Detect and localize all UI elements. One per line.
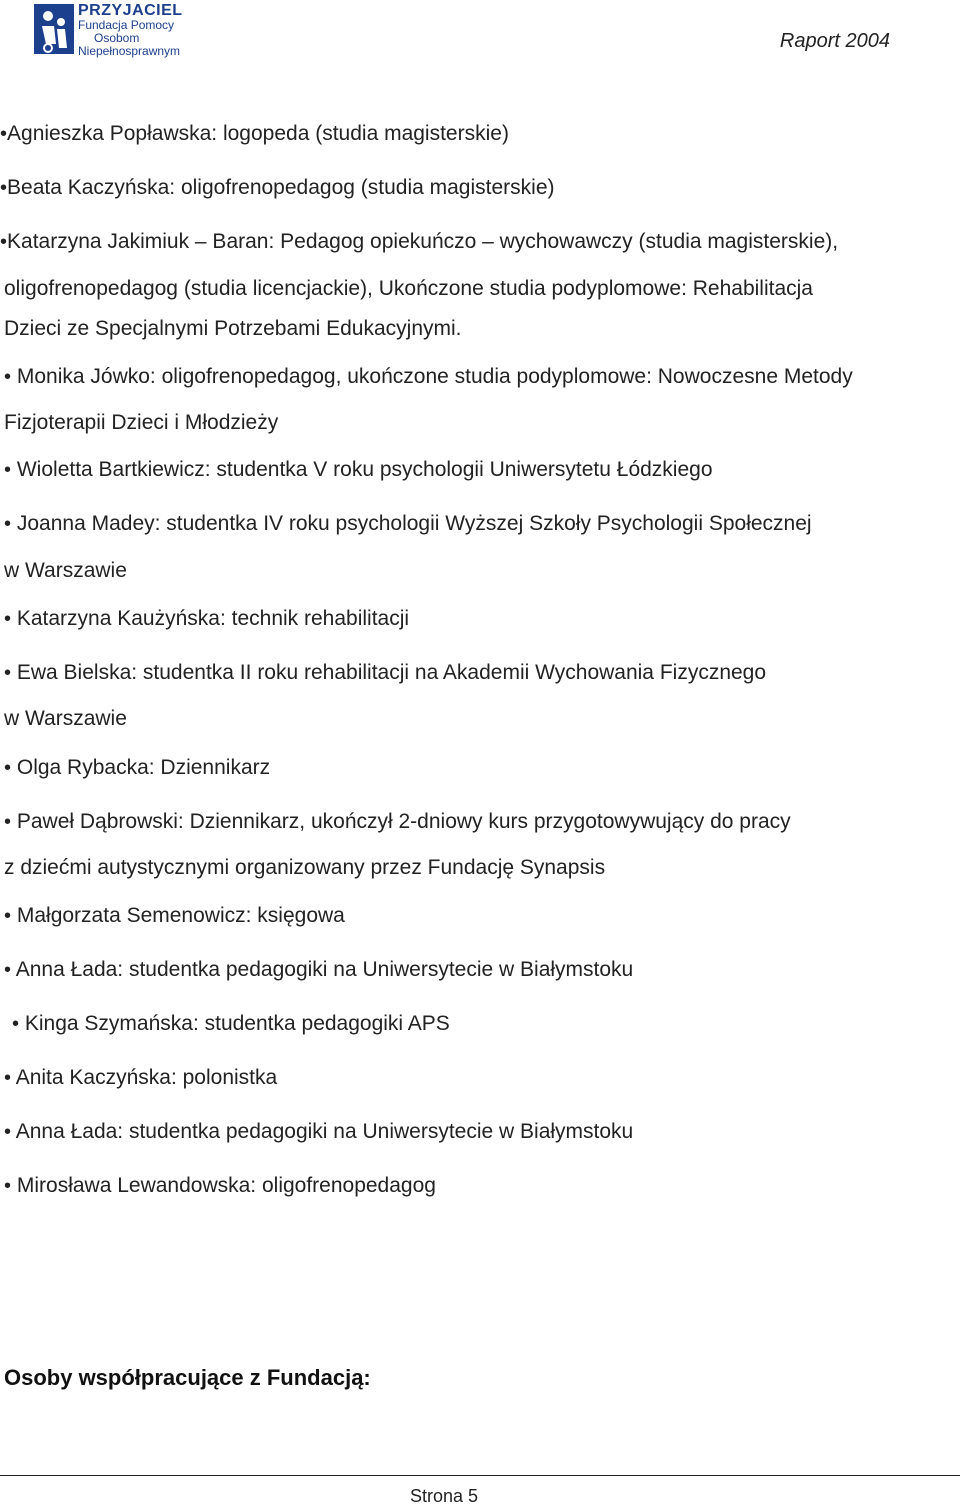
- bullet-icon: •: [4, 366, 12, 388]
- bullet-icon: •: [4, 1121, 12, 1143]
- logo-line: Niepełnosprawnym: [78, 44, 181, 58]
- list-item: [4, 606, 409, 632]
- bullet-icon: •: [4, 905, 12, 927]
- list-item: [4, 1065, 277, 1091]
- list-item: [0, 229, 838, 255]
- section-heading: Osoby współpracujące z Fundacją:: [4, 1365, 371, 1390]
- page-header: [0, 0, 960, 70]
- list-item: [4, 511, 812, 537]
- logo-lettering: [78, 2, 198, 58]
- bullet-icon: •: [0, 123, 8, 145]
- list-item: [4, 1173, 436, 1199]
- logo-figure-icon: [34, 4, 74, 54]
- bullet-icon: •: [4, 757, 12, 779]
- bullet-icon: •: [4, 513, 12, 535]
- item-continuation: w Warszawie: [4, 559, 127, 582]
- bullet-icon: •: [4, 608, 12, 630]
- list-item: [4, 1119, 633, 1145]
- footer-divider: [0, 1475, 960, 1476]
- bullet-icon: •: [12, 1013, 20, 1035]
- item-text: Joanna Madey: studentka IV roku psychologii Wyższej Szkoły Psychologii Społecznej: [16, 512, 812, 535]
- item-text: Anna Łada: studentka pedagogiki na Uniwersytecie w Białymstoku: [15, 958, 634, 981]
- item-text: Katarzyna Jakimiuk – Baran: Pedagog opiekuńczo – wychowawczy (studia magisterskie),: [7, 230, 839, 253]
- item-text: Ewa Bielska: studentka II roku rehabilitacji na Akademii Wychowania Fizycznego: [16, 661, 767, 684]
- item-text: Beata Kaczyńska: oligofrenopedagog (studia magisterskie): [7, 176, 555, 199]
- item-continuation: w Warszawie: [4, 707, 127, 730]
- list-item: [12, 1011, 450, 1037]
- report-title: Raport 2004: [779, 30, 890, 52]
- bullet-icon: •: [0, 177, 8, 199]
- list-item: [4, 809, 791, 835]
- item-text: Olga Rybacka: Dziennikarz: [16, 756, 271, 779]
- bullet-icon: •: [4, 459, 12, 481]
- item-text: Katarzyna Kaużyńska: technik rehabilitacji: [16, 607, 410, 630]
- bullet-icon: •: [4, 959, 12, 981]
- logo-line: PRZYJACIEL: [78, 2, 183, 19]
- item-continuation: Dzieci ze Specjalnymi Potrzebami Edukacyjnymi.: [4, 317, 462, 340]
- logo-line: Fundacja Pomocy: [78, 18, 175, 32]
- foundation-logo: [30, 2, 183, 58]
- list-item: [0, 175, 555, 201]
- item-continuation: z dziećmi autystycznymi organizowany przez Fundację Synapsis: [4, 856, 606, 879]
- item-text: Anita Kaczyńska: polonistka: [15, 1066, 278, 1089]
- bullet-icon: •: [4, 662, 12, 684]
- list-item: [4, 957, 633, 983]
- item-text: Monika Jówko: oligofrenopedagog, ukończone studia podyplomowe: Nowoczesne Metody: [16, 365, 853, 388]
- list-item: [0, 121, 509, 147]
- bullet-icon: •: [4, 1175, 12, 1197]
- list-item: [4, 660, 766, 686]
- item-text: Wioletta Bartkiewicz: studentka V roku psychologii Uniwersytetu Łódzkiego: [16, 458, 713, 481]
- item-text: Paweł Dąbrowski: Dziennikarz, ukończył 2-dniowy kurs przygotowywujący do pracy: [16, 810, 791, 833]
- item-continuation: Fizjoterapii Dzieci i Młodzieży: [4, 411, 279, 434]
- page-number: Strona 5: [410, 1486, 479, 1506]
- item-text: Kinga Szymańska: studentka pedagogiki APS: [24, 1012, 450, 1035]
- bullet-icon: •: [0, 231, 8, 253]
- item-continuation: oligofrenopedagog (studia licencjackie), Ukończone studia podyplomowe: Rehabilitacja: [4, 277, 813, 300]
- bullet-icon: •: [4, 1067, 12, 1089]
- logo-line: Osobom: [94, 31, 140, 45]
- list-item: [4, 457, 713, 483]
- bullet-icon: •: [4, 811, 12, 833]
- item-text: Mirosława Lewandowska: oligofrenopedagog: [16, 1174, 436, 1197]
- list-item: [4, 755, 270, 781]
- list-item: [4, 903, 345, 929]
- item-text: Agnieszka Popławska: logopeda (studia magisterskie): [7, 122, 509, 145]
- list-item: [4, 364, 853, 390]
- item-text: Małgorzata Semenowicz: księgowa: [16, 904, 345, 927]
- item-text: Anna Łada: studentka pedagogiki na Uniwersytecie w Białymstoku: [15, 1120, 634, 1143]
